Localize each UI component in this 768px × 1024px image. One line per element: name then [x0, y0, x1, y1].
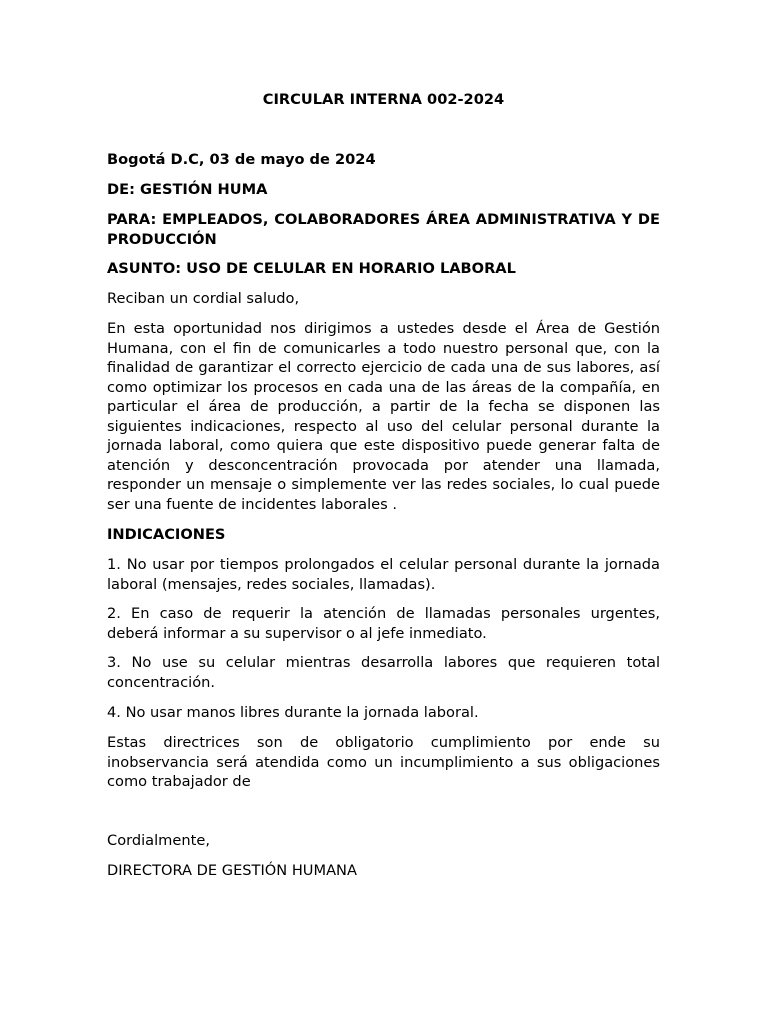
- date-line: Bogotá D.C, 03 de mayo de 2024: [107, 151, 376, 168]
- body-paragraph: En esta oportunidad nos dirigimos a ustedes desde el Área de Gestión Humana, con el fin de comunicarles a todo nuestro personal que, con la finalidad de garantizar el correcto ejercicio de cada una de sus labores, así como optimizar los procesos en cada una de las áreas de la compañía, en particular el área de producción, a partir de la fecha se disponen las siguientes indicaciones, respecto al uso del celular personal durante la jornada laboral, como quiera que este dispositivo puede generar falta de atención y desconcentración provocada por atender una llamada, responder un mensaje o simplemente ver las redes sociales, lo cual puede ser una fuente de incidentes laborales .: [107, 320, 660, 513]
- document-title: CIRCULAR INTERNA 002-2024: [262, 91, 505, 108]
- indication-item: 1. No usar por tiempos prolongados el celular personal durante la jornada laboral (mensajes, redes sociales, llamadas).: [107, 556, 660, 593]
- indications-heading: INDICACIONES: [107, 526, 226, 543]
- signatory: DIRECTORA DE GESTIÓN HUMANA: [107, 862, 357, 879]
- subject-line: ASUNTO: USO DE CELULAR EN HORARIO LABORAL: [107, 260, 516, 277]
- sign-off: Cordialmente,: [107, 832, 210, 849]
- indication-item: 3. No use su celular mientras desarrolla labores que requieren total concentración.: [107, 654, 660, 691]
- indication-item: 4. No usar manos libres durante la jornada laboral.: [107, 704, 479, 721]
- greeting: Reciban un cordial saludo,: [107, 290, 300, 307]
- from-line: DE: GESTIÓN HUMA: [107, 181, 268, 198]
- indication-item: 2. En caso de requerir la atención de llamadas personales urgentes, deberá informar a su supervisor o al jefe inmediato.: [107, 605, 660, 642]
- closing-paragraph: Estas directrices son de obligatorio cumplimiento por ende su inobservancia será atendida como un incumplimiento a sus obligaciones como trabajador de: [107, 734, 660, 790]
- to-line: PARA: EMPLEADOS, COLABORADORES ÁREA ADMINISTRATIVA Y DE PRODUCCIÓN: [107, 211, 660, 248]
